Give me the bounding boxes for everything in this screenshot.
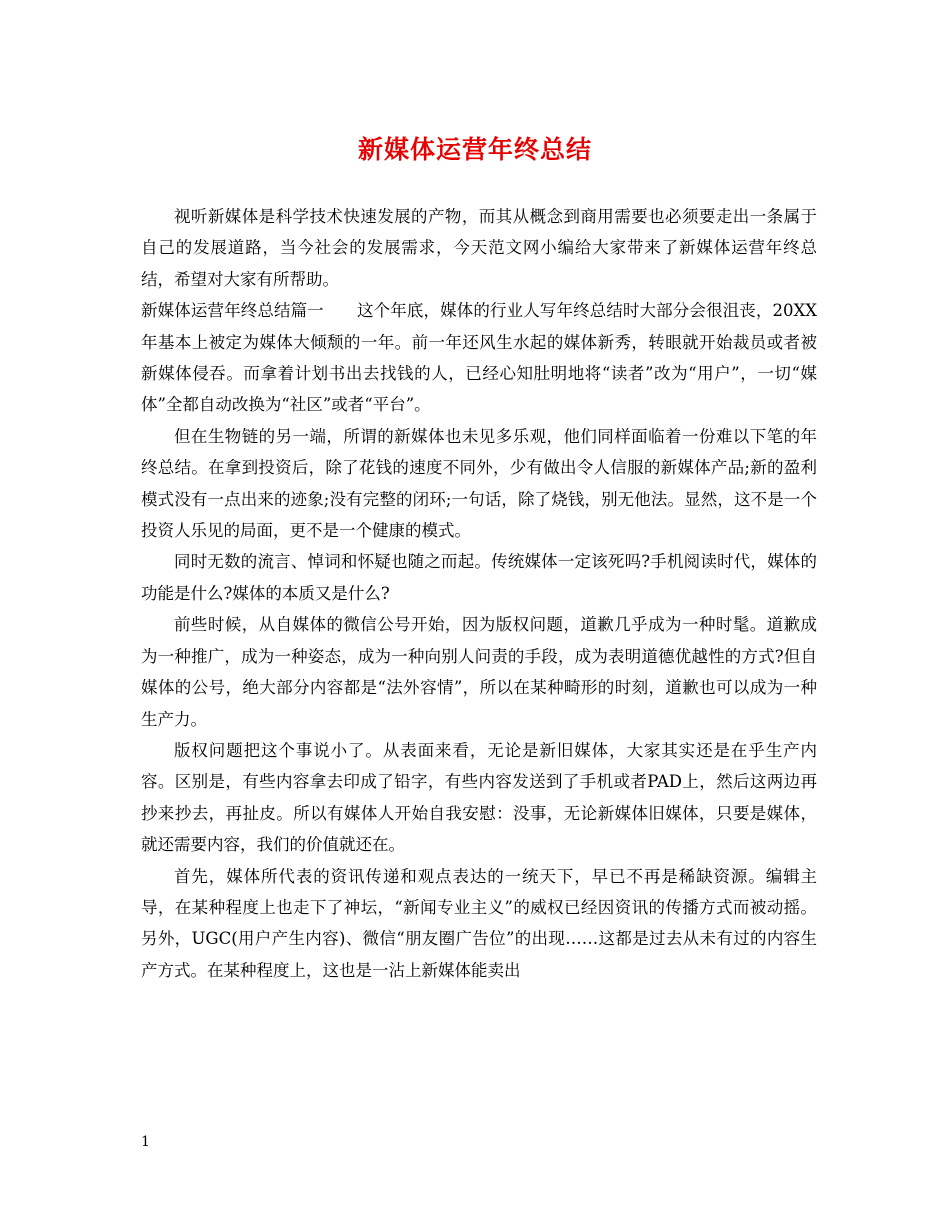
paragraph-body: 同时无数的流言、悼词和怀疑也随之而起。传统媒体一定该死吗?手机阅读时代，媒体的功能是什么?媒体的本质又是什么? [141, 552, 817, 603]
paragraph-body: 但在生物链的另一端，所谓的新媒体也未见多乐观，他们同样面临着一份难以下笔的年终总结。在拿到投资后，除了花钱的速度不同外，少有做出令人信服的新媒体产品;新的盈利模式没有一点出来的迹象;没有完整的闭环;一句话，除了烧钱，别无他法。显然，这不是一个投资人乐见的局面，更不是一个健康的模式。 [141, 426, 817, 541]
page-number: 1 [141, 1134, 150, 1150]
document-title: 新媒体运营年终总结 [357, 135, 592, 164]
paragraph-section-one: 新媒体运营年终总结篇一 这个年底，媒体的行业人写年终总结时大部分会很沮丧，20XX年基本上被定为媒体大倾颓的一年。前一年还风生水起的媒体新秀，转眼就开始裁员或者被新媒体侵吞。而拿着计划书出去找钱的人，已经心知肚明地将“读者”改为“用户”，一切“媒体”全都自动改换为“社区”或者“平台”。 [141, 301, 817, 415]
paragraph-intro: 视听新媒体是科学技术快速发展的产物，而其从概念到商用需要也必须要走出一条属于自己的发展道路，当今社会的发展需求，今天范文网小编给大家带来了新媒体运营年终总结，希望对大家有所帮助。 [141, 207, 817, 289]
paragraph-body: 前些时候，从自媒体的微信公号开始，因为版权问题，道歉几乎成为一种时髦。道歉成为一种推广，成为一种姿态，成为一种向别人问责的手段，成为表明道德优越性的方式?但自媒体的公号，绝大部分内容都是“法外容情”，所以在某种畸形的时刻，道歉也可以成为一种生产力。 [141, 615, 817, 729]
document-body [141, 201, 817, 986]
paragraph-body: 首先，媒体所代表的资讯传递和观点表达的一统天下，早已不再是稀缺资源。编辑主导，在某种程度上也走下了神坛，“新闻专业主义”的威权已经因资讯的传播方式而被动摇。另外，UGC(用户产生内容)、微信“朋友圈广告位”的出现……这都是过去从未有过的内容生产方式。在某种程度上，这也是一沾上新媒体能卖出 [141, 866, 817, 980]
paragraph-body: 版权问题把这个事说小了。从表面来看，无论是新旧媒体，大家其实还是在乎生产内容。区别是，有些内容拿去印成了铅字，有些内容发送到了手机或者PAD上，然后这两边再抄来抄去，再扯皮。所以有媒体人开始自我安慰：没事，无论新媒体旧媒体，只要是媒体，就还需要内容，我们的价值就还在。 [141, 740, 817, 855]
